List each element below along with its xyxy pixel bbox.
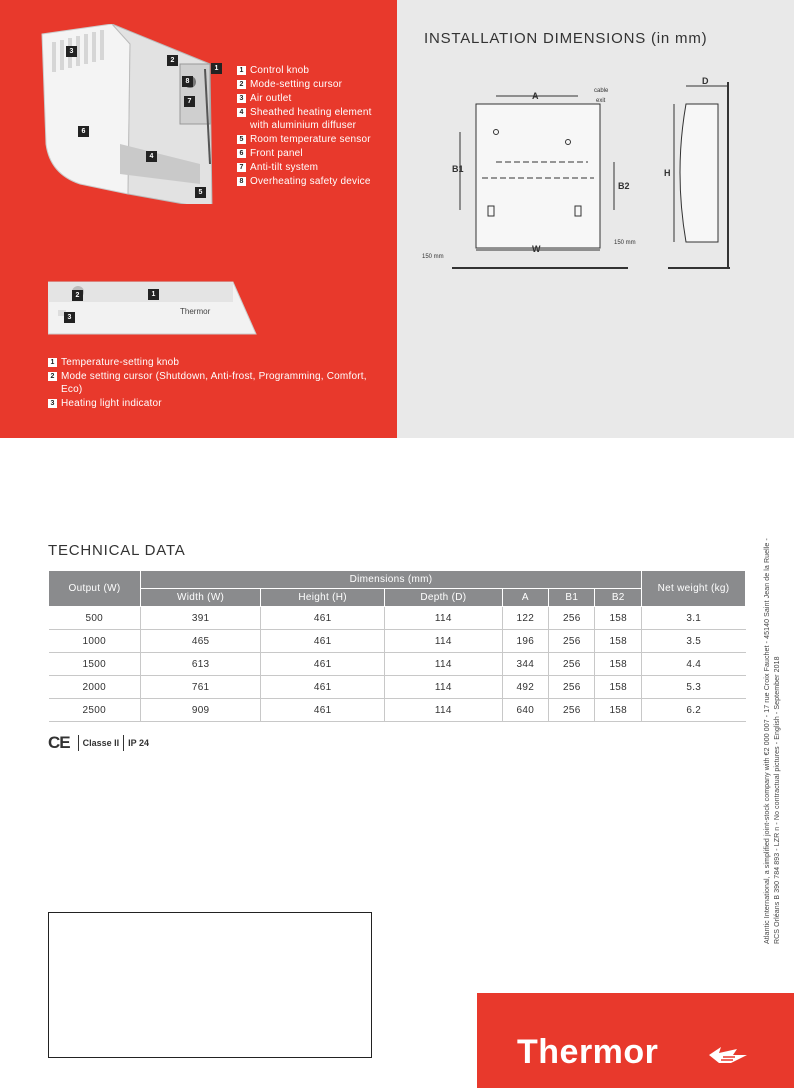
- heater-controls-image: [48, 278, 258, 340]
- legend-item: 7 Anti-tilt system: [237, 161, 392, 174]
- ce-mark: CE: [48, 733, 70, 752]
- legend-item: 1 Temperature-setting knob: [48, 356, 378, 369]
- callout-4: 4: [146, 151, 157, 162]
- dim-label-cable: cable: [594, 88, 609, 94]
- controls-legend: [48, 356, 378, 411]
- header-b1: B1: [549, 589, 595, 607]
- legal-notice: Atlantic International, a simplified joint-stock company with €2 000 007 - 17 rue Croix Fauchet - 45140 Saint Jean de la Ruelle - RCS Orléans B 390 784 893 - LZR n - No contractual pictures - English - September 2018: [764, 538, 781, 944]
- ip-mark: IP 24: [128, 738, 150, 748]
- callout-2: 2: [72, 290, 83, 301]
- technical-data-title: TECHNICAL DATA: [48, 542, 186, 559]
- callout-1: 1: [148, 289, 159, 300]
- legend-item: 3 Heating light indicator: [48, 397, 378, 410]
- table-row: 2500 909 461 114 640 256 158 6.2: [49, 699, 746, 722]
- legend-item: 8 Overheating safety device: [237, 175, 392, 188]
- components-legend: [237, 64, 392, 189]
- legend-item: 1 Control knob: [237, 64, 392, 77]
- legend-item: 6 Front panel: [237, 147, 392, 160]
- header-width: Width (W): [141, 589, 261, 607]
- legend-item: 2 Mode setting cursor (Shutdown, Anti-frost, Programming, Comfort, Eco): [48, 370, 378, 396]
- bird-logo-icon: [707, 1041, 749, 1069]
- dim-label-b2: B2: [618, 181, 630, 191]
- dim-label-h: H: [664, 168, 671, 178]
- header-dimensions: Dimensions (mm): [141, 571, 642, 589]
- installation-diagram: [418, 72, 758, 282]
- certifications: [48, 733, 149, 753]
- dim-label-gap-front: 150 mm: [614, 240, 636, 246]
- divider: [123, 735, 124, 751]
- legend-item: 2 Mode-setting cursor: [237, 78, 392, 91]
- legend-item: 3 Air outlet: [237, 92, 392, 105]
- dim-label-b1: B1: [452, 164, 464, 174]
- header-weight: Net weight (kg): [642, 571, 746, 607]
- callout-1: 1: [211, 63, 222, 74]
- product-label: Thermor: [180, 307, 211, 316]
- callout-7: 7: [184, 96, 195, 107]
- dim-label-d: D: [702, 76, 709, 86]
- table-row: 1500 613 461 114 344 256 158 4.4: [49, 653, 746, 676]
- product-panel: [0, 0, 397, 438]
- legend-item: 5 Room temperature sensor: [237, 133, 392, 146]
- header-a: A: [502, 589, 548, 607]
- callout-8: 8: [182, 76, 193, 87]
- callout-5: 5: [195, 187, 206, 198]
- header-depth: Depth (D): [385, 589, 503, 607]
- callout-2: 2: [167, 55, 178, 66]
- table-row: 1000 465 461 114 196 256 158 3.5: [49, 630, 746, 653]
- header-height: Height (H): [261, 589, 385, 607]
- dim-label-gap-left: 150 mm: [422, 254, 444, 260]
- dim-label-w: W: [532, 244, 541, 254]
- table-row: 2000 761 461 114 492 256 158 5.3: [49, 676, 746, 699]
- installation-title: INSTALLATION DIMENSIONS (in mm): [424, 30, 708, 47]
- technical-data-table: [48, 570, 746, 722]
- brand-logo: Thermor: [517, 1033, 659, 1071]
- dim-label-a: A: [532, 91, 539, 101]
- callout-3: 3: [64, 312, 75, 323]
- callout-6: 6: [78, 126, 89, 137]
- header-output: Output (W): [49, 571, 141, 607]
- class-mark: Classe II: [82, 738, 120, 748]
- divider: [78, 735, 79, 751]
- dealer-stamp-box: [48, 912, 372, 1058]
- header-b2: B2: [595, 589, 642, 607]
- callout-3: 3: [66, 46, 77, 57]
- table-row: 500 391 461 114 122 256 158 3.1: [49, 607, 746, 630]
- legend-item: 4 Sheathed heating element with aluminium diffuser: [237, 106, 392, 132]
- dim-label-exit: exit: [596, 98, 606, 104]
- brand-panel: [477, 993, 794, 1088]
